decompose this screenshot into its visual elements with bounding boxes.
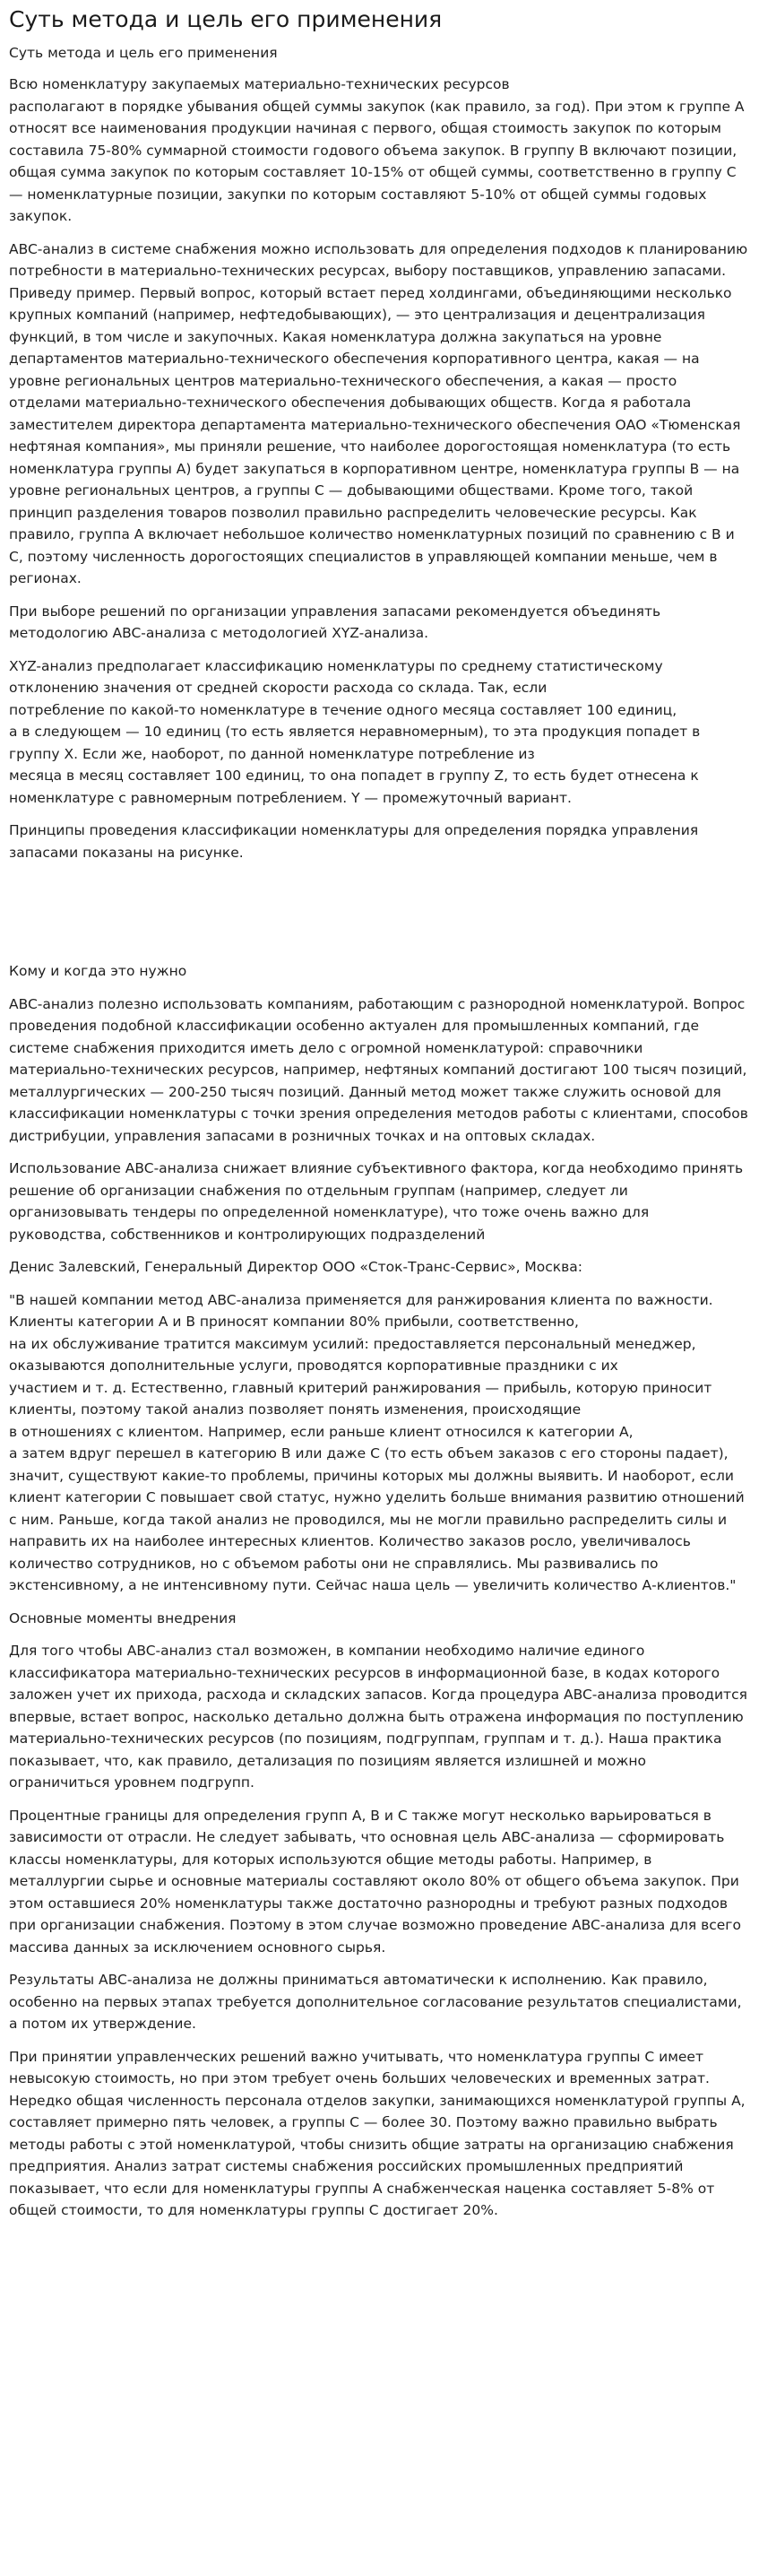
article-subtitle: Суть метода и цель его применения	[9, 45, 278, 61]
missing-figure	[9, 874, 748, 960]
section-heading-implementation: Основные моменты внедрения	[9, 1609, 237, 1626]
paragraph-abc-method: Всю номенклатуру закупаемых материально-технических ресурсов располагают в порядке убывания общей суммы закупок (как правило, за год). При этом к группе А относят все наименования продукции начиная с первого, общая стоимость закупок по которым составила 75-80% суммарной стоимости годового объема закупок. В группу В включают позиции, общая сумма закупок по которым составляет 10-15% от общей суммы, соответственно в группу С — номенклатурные позиции, закупки по которым составляют 5-10% от общей суммы годовых закупок.	[9, 76, 745, 224]
paragraph-subjectivity: Использование ABC-анализа снижает влияние субъективного фактора, когда необходимо принять решение об организации снабжения по отдельным группам (например, следует ли организовывать тендеры по определенной номенклатуре), что тоже очень важно для руководства, собственников и контролирующих подразделений	[9, 1160, 744, 1243]
paragraph-abc-usage: ABC-анализ в системе снабжения можно использовать для определения подходов к планированию потребности в материально-технических ресурсах, выбору поставщиков, управлению запасами. Приведу пример. Первый вопрос, который встает перед холдингами, объединяющими несколько крупных компаний (например, нефтедобывающих), — это централизация и децентрализация функций, в том числе и закупочных. Какая номенклатура должна закупаться на уровне департаментов материально-технического обеспечения корпоративного центра, какая — на уровне региональных центров материально-технического обеспечения, а какая — просто отделами материально-технического обеспечения добывающих обществ. Когда я работала заместителем директора департамента материально-технического обеспечения ОАО «Тюменская нефтяная компания», мы приняли решение, что наиболее дорогостоящая номенклатура (то есть номенклатура группы А) будет закупаться в корпоративном центре, номенклатура группы В — на уровне региональных центров, а группы С — добывающими обществами. Кроме того, такой принцип разделения товаров позволил правильно распределить человеческие ресурсы. Как правило, группа А включает небольшое количество номенклатурных позиций по сравнению с В и С, поэтому численность дорогостоящих специалистов в управляющей компании меньше, чем в регионах.	[9, 240, 748, 586]
paragraph-who-uses: ABC-анализ полезно использовать компаниям, работающим с разнородной номенклатурой. Вопрос проведения подобной классификации особенно актуален для промышленных компаний, где системе снабжения приходится иметь дело с огромной номенклатурой: справочники материально-технических ресурсов, например, нефтяных компаний достигают 100 тысяч позиций, металлургических — 200-250 тысяч позиций. Данный метод может также служить основой для классификации номенклатуры с точки зрения определения методов работы с клиентами, способов дистрибуции, управления запасами в розничных точках и на оптовых складах.	[9, 995, 748, 1144]
paragraph-management-decisions: При принятии управленческих решений важно учитывать, что номенклатура группы С имеет невысокую стоимость, но при этом требует очень больших человеческих и временных затрат. Нередко общая численность персонала отделов закупки, занимающихся номенклатурой группы А, составляет примерно пять человек, а группы С — более 30. Поэтому важно правильно выбрать методы работы с этой номенклатурой, чтобы снизить общие затраты на организацию снабжения предприятия. Анализ затрат системы снабжения российских промышленных предприятий показывает, что если для номенклатуры группы А снабженческая наценка составляет 5-8% от общей стоимости, то для номенклатуры группы С достигает 20%.	[9, 2048, 746, 2218]
quote-text: "В нашей компании метод ABC-анализа применяется для ранжирования клиента по важности. Клиенты категории А и В приносят компании 80% прибыли, соответственно, на их обслуживание тратится максимум усилий: предоставляется персональный менеджер, оказываются дополнительные услуги, проводятся корпоративные праздники с их участием и т. д. Естественно, главный критерий ранжирования — прибыль, которую приносит клиенты, поэтому такой анализ позволяет понять изменения, происходящие в отношениях с клиентом. Например, если раньше клиент относился к категории А, а затем вдруг перешел в категорию В или даже С (то есть объем заказов с его стороны падает), значит, существуют какие-то проблемы, причины которых мы должны выявить. И наоборот, если клиент категории С повышает свой статус, нужно уделить больше внимания развитию отношений с ним. Раньше, когда такой анализ не проводился, мы не могли правильно распределить силы и направить их на наиболее интересных клиентов. Количество заказов росло, увеличивалось количество сотрудников, но с объемом работы они не справлялись. Мы развивались по экстенсивному, а не интенсивному пути. Сейчас наша цель — увеличить количество А-клиентов."	[9, 1291, 745, 1593]
quote-author: Денис Залевский, Генеральный Директор ООО «Сток-Транс-Сервис», Москва:	[9, 1259, 583, 1275]
paragraph-xyz-analysis: XYZ-анализ предполагает классификацию номенклатуры по среднему статистическому отклонению значения от средней скорости расхода со склада. Так, если потребление по какой-то номенклатуре в течение одного месяца составляет 100 единиц, а в следующем — 10 единиц (то есть является неравномерным), то эта продукция попадет в группу X. Если же, наоборот, по данной номенклатуре потребление из месяца в месяц составляет 100 единиц, то она попадет в группу Z, то есть будет отнесена к номенклатуре с равномерным потреблением. Y — промежуточный вариант.	[9, 657, 701, 806]
page-title: Суть метода и цель его применения	[9, 6, 443, 32]
paragraph-percent-bounds: Процентные границы для определения групп А, В и С также могут несколько варьироваться в зависимости от отрасли. Не следует забывать, что основная цель ABC-анализа — сформировать классы номенклатуры, для которых используются общие методы работы. Например, в металлургии сырье и основные материалы составляют около 80% от общего объема закупок. При этом оставшиеся 20% номенклатуры также достаточно разнородны и требуют разных подходов при организации снабжения. Поэтому в этом случае возможно проведение ABC-анализа для всего массива данных за исключением основного сырья.	[9, 1807, 741, 1956]
section-heading-who-when: Кому и когда это нужно	[9, 963, 187, 979]
paragraph-results: Результаты ABC-анализа не должны приниматься автоматически к исполнению. Как правило, особенно на первых этапах требуется дополнительное согласование результатов специалистами, а потом их утверждение.	[9, 1972, 742, 2032]
paragraph-abc-xyz: При выборе решений по организации управления запасами рекомендуется объединять методологию ABC-анализа с методологией XYZ-анализа.	[9, 603, 661, 641]
paragraph-figure-note: Принципы проведения классификации номенклатуры для определения порядка управления запасами показаны на рисунке.	[9, 822, 699, 861]
paragraph-classifier: Для того чтобы ABC-анализ стал возможен, в компании необходимо наличие единого классификатора материально-технических ресурсов в информационной базе, в кодах которого заложен учет их прихода, расхода и складских запасов. Когда процедура ABC-анализа проводится впервые, встает вопрос, насколько детально должна быть отражена информация по поступлению материально-технических ресурсов (по позициям, подгруппам, группам и т. д.). Наша практика показывает, что, как правило, детализация по позициям является излишней и можно ограничиться уровнем подгрупп.	[9, 1643, 747, 1791]
